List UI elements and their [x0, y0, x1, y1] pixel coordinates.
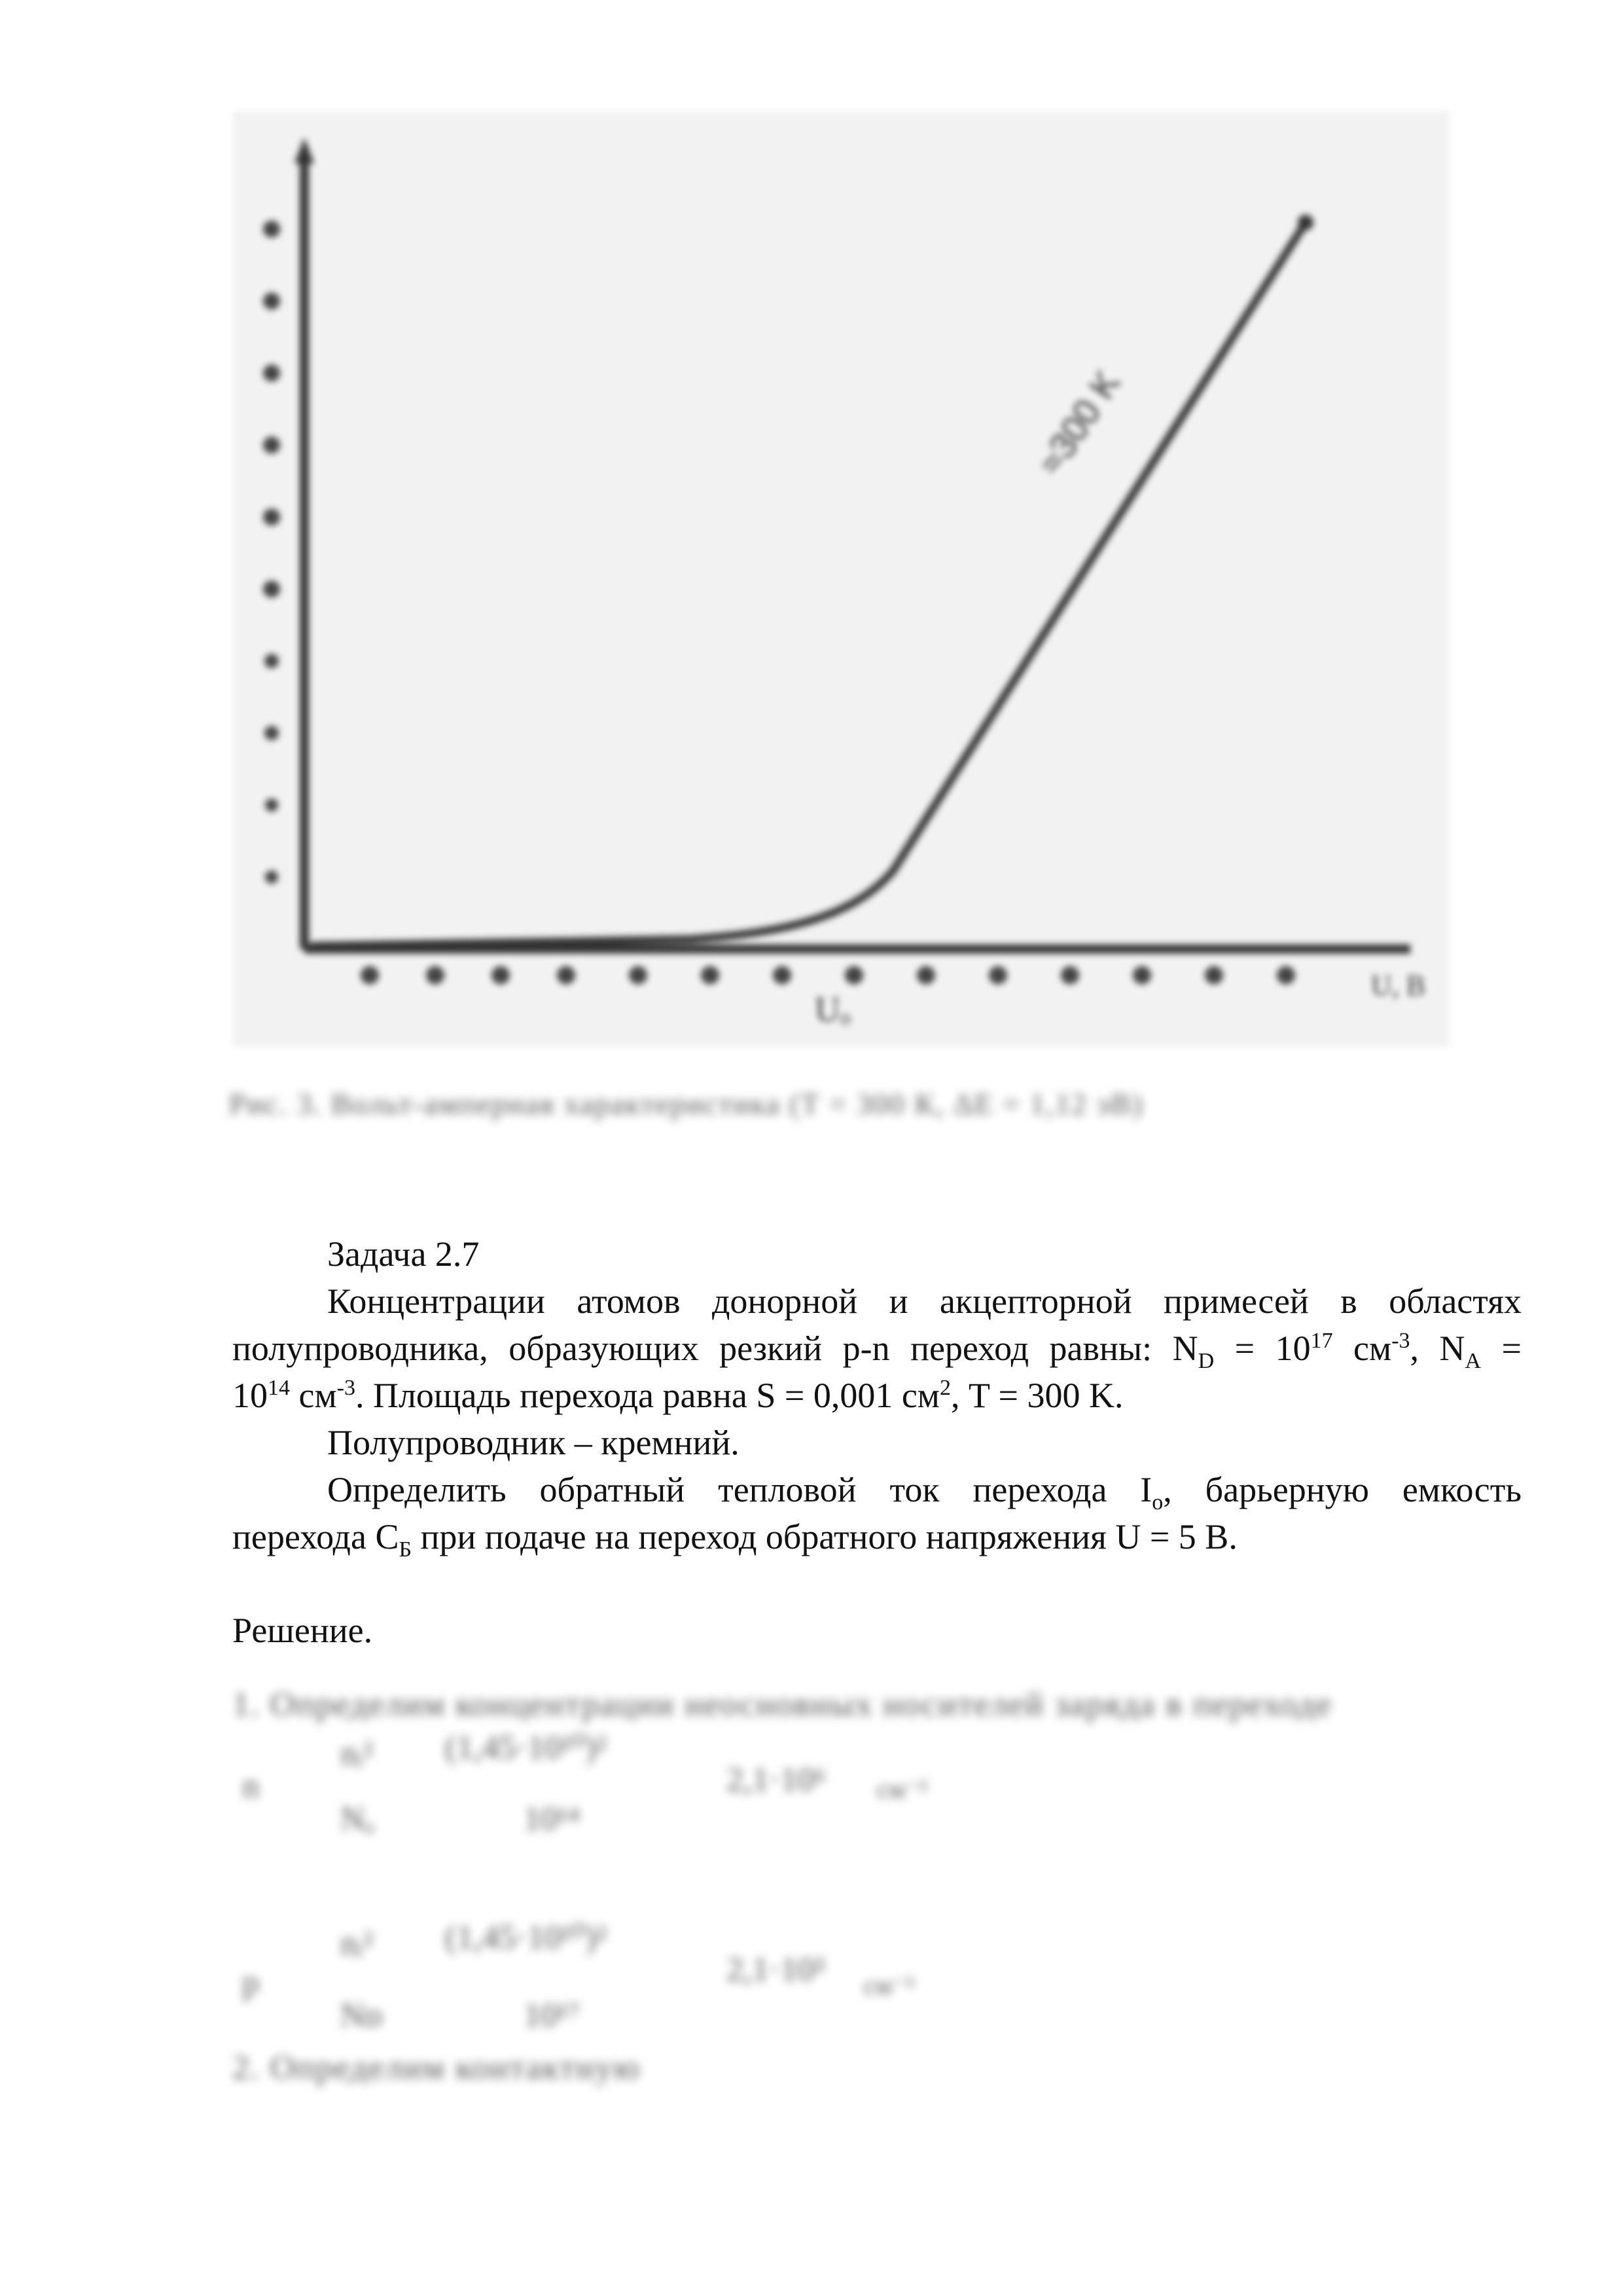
- x-unit-label: U, B: [1371, 969, 1426, 1001]
- formula-1-num-b: (1,45·10¹⁰)²: [445, 1729, 607, 1767]
- formula-1-den-b: 10¹⁴: [524, 1801, 580, 1838]
- x-ticks: [361, 966, 1295, 984]
- problem-paragraph-3-line-2: перехода $C_Б$ при подаче на переход обратного напряжения U = 5 B.: [232, 1517, 1238, 1562]
- problem-paragraph-3-line-1: Определить обратный тепловой ток перехода $I_o$, барьерную емкость: [327, 1470, 1522, 1515]
- y-ticks: [263, 221, 280, 884]
- curve-end-point: [1298, 215, 1313, 230]
- solution-heading: Решение.: [232, 1611, 373, 1650]
- formula-2-num-b: (1,45·10¹⁰)²: [445, 1919, 607, 1956]
- formula-1-result: 2,1·10⁶: [726, 1761, 827, 1799]
- formula-2-result: 2,1·10³: [726, 1951, 825, 1988]
- solution-step-1: 1. Определим концентрации неосновных носителей заряда в переходе: [232, 1686, 1333, 1723]
- iv-characteristic-figure: [232, 111, 1450, 1047]
- formula-1-lhs: n: [242, 1768, 259, 1805]
- solution-step-2: 2. Определим контактную: [232, 2049, 641, 2087]
- curve-label: ≈300 K: [1029, 363, 1128, 482]
- problem-paragraph-1-line-1: Концентрации атомов донорной и акцепторной примесей в областях: [327, 1282, 1522, 1321]
- problem-title: Задача 2.7: [327, 1234, 480, 1274]
- formula-2-den-b: 10¹⁷: [524, 1997, 580, 2034]
- formula-2-lhs: p: [242, 1964, 259, 2001]
- formula-2-unit: см⁻³: [864, 1971, 914, 2000]
- formula-2-den-a: Nᴅ: [340, 1997, 383, 2034]
- formula-1-num-a: nᵢ²: [340, 1735, 374, 1772]
- problem-paragraph-1-line-2: полупроводника, образующих резкий p-n переход равны: $N_D = 10^{17}$ $см^{-3}$, $N_A$ =: [232, 1329, 1522, 1373]
- formula-1-unit: см⁻³: [877, 1774, 927, 1804]
- formula-2-num-a: nᵢ²: [340, 1925, 374, 1962]
- formula-1-den-a: Nₐ: [340, 1801, 374, 1838]
- problem-paragraph-1-line-3: $10^{14}$ $см^{-3}$. Площадь перехода равна S = 0,001 $см^2$, T = 300 K.: [232, 1376, 1124, 1415]
- iv-curve: [311, 223, 1306, 946]
- figure-caption: Рис. 3. Вольт-амперная характеристика (Т = 300 К, ΔE = 1,12 эВ): [229, 1087, 1144, 1121]
- y-axis-arrow: [294, 137, 314, 164]
- problem-paragraph-2: Полупроводник – кремний.: [327, 1423, 740, 1462]
- x-axis-label: Uₒ: [815, 990, 851, 1029]
- iv-plot: [232, 111, 1450, 1047]
